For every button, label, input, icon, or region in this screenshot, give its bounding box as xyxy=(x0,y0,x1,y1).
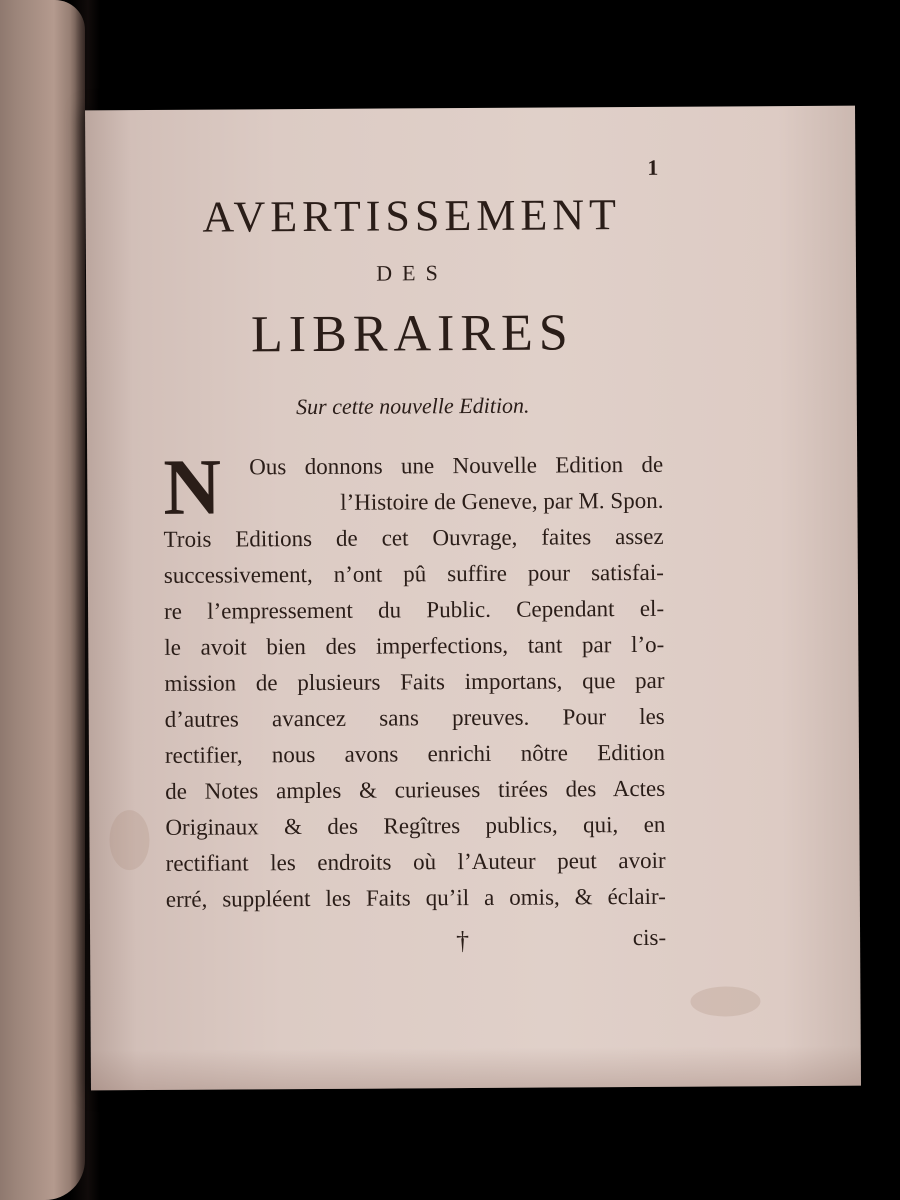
foxing-stain xyxy=(109,810,149,870)
text-line: d’autres avancez sans preuves. Pour les xyxy=(164,703,665,732)
text-line: successivement, n’ont pû suffire pour satisfai- xyxy=(163,559,664,588)
text-line: l’Histoire de Geneve, par M. Spon. xyxy=(340,487,664,515)
text-line: Originaux & des Regîtres publics, qui, en xyxy=(165,811,666,840)
text-line: rectifiant les endroits où l’Auteur peut avoir xyxy=(165,847,666,876)
heading-des: DES xyxy=(376,260,448,286)
text-line: de Notes amples & curieuses tirées des Actes xyxy=(165,775,666,804)
foxing-stain xyxy=(690,986,760,1016)
subheading: Sur cette nouvelle Edition. xyxy=(296,392,530,420)
text-line: le avoit bien des imperfections, tant par l’o- xyxy=(164,631,665,660)
signature-mark: † xyxy=(456,926,470,956)
text-line: re l’empressement du Public. Cependant el- xyxy=(163,595,665,624)
text-line: mission de plusieurs Faits importans, que par xyxy=(164,667,665,696)
text-line: Ous donnons une Nouvelle Edition de xyxy=(249,451,664,480)
heading-avertissement: AVERTISSEMENT xyxy=(202,190,622,242)
book-page xyxy=(85,106,861,1091)
text-line: rectifier, nous avons enrichi nôtre Edition xyxy=(164,739,666,768)
text-line: erré, suppléent les Faits qu’il a omis, & éclair- xyxy=(165,883,666,912)
page-number: 1 xyxy=(647,154,659,180)
heading-libraires: LIBRAIRES xyxy=(250,304,574,364)
text-line: Trois Editions de cet Ouvrage, faites assez xyxy=(163,523,664,552)
catchword: cis- xyxy=(632,924,667,951)
drop-cap: N xyxy=(163,443,222,532)
body-text xyxy=(163,443,666,918)
page-footer xyxy=(166,925,666,964)
